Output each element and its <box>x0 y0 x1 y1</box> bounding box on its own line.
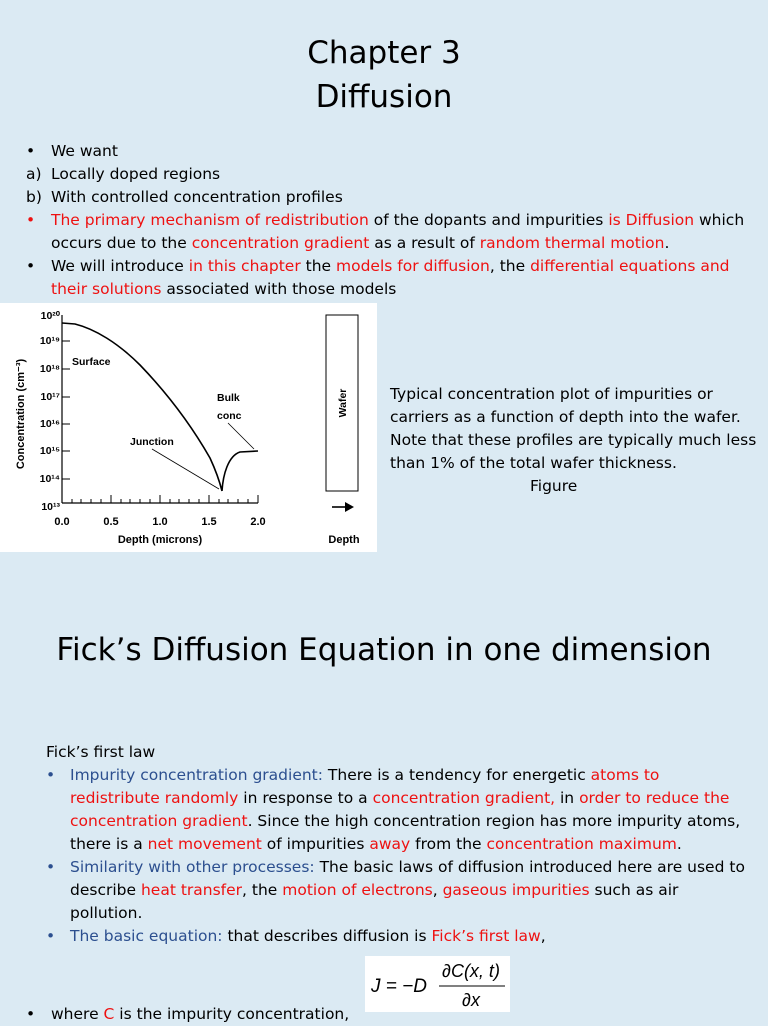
ficks-heading: Fick’s first law <box>46 743 156 761</box>
bulk-label-1: Bulk <box>217 392 240 404</box>
title-line-1: Chapter 3 <box>307 35 461 71</box>
ficks-law-section <box>46 741 746 948</box>
y-tick-label: 10¹⁸ <box>39 363 60 375</box>
bullet-dot: • <box>26 1005 36 1023</box>
depth-arrowhead <box>345 502 354 512</box>
bullet-similarity: • Similarity with other processes: The basic laws of diffusion introduced here are used to describe heat transfer, the motion of electrons, gaseous impurities such as air pollution. <box>46 858 745 922</box>
bullet-we-want: • We want <box>26 140 756 163</box>
bullet-mechanism: • The primary mechanism of redistribution of the dopants and impurities is Diffusion which occurs due to the concentration gradient as a result of random thermal motion. <box>26 211 745 252</box>
y-tick-label: 10²⁰ <box>40 310 60 322</box>
x-tick-labels <box>54 516 265 528</box>
title-line-2: Diffusion <box>315 79 453 115</box>
junction-label: Junction <box>130 436 174 448</box>
equation-lhs: J = −D <box>371 976 427 997</box>
y-tick-label: 10¹³ <box>41 501 60 513</box>
bullet-introduce: • We will introduce in this chapter the models for diffusion, the differential equations and their solutions associated with those models <box>26 257 730 298</box>
concentration-plot <box>0 303 377 552</box>
bullet-dot: • <box>46 766 56 784</box>
depth-label: Depth <box>328 534 360 546</box>
slide-title <box>0 31 768 119</box>
list-item-b: b) With controlled concentration profiles <box>26 188 343 206</box>
concentration-curve <box>62 323 258 491</box>
bullet-gradient: • Impurity concentration gradient: There is a tendency for energetic atoms to redistribute randomly in response to a concentration gradient, in order to reduce the concentration gradient. Since the high concentration region has more impurity atoms, there is a net movement of impurities away from the concentration maximum. <box>46 766 741 853</box>
bullet-dot: • <box>26 211 36 229</box>
intro-bullets <box>26 140 756 301</box>
y-tick-label: 10¹⁹ <box>39 335 60 347</box>
x-ticks <box>62 495 258 503</box>
y-axis-label: Concentration (cm⁻³) <box>15 358 27 470</box>
bullet-dot: • <box>46 858 56 876</box>
x-axis-label: Depth (microns) <box>117 534 203 546</box>
bullet-dot: • <box>26 257 36 275</box>
caption-text: Typical concentration plot of impurities or carriers as a function of depth into the wafer. Note that these profiles are typically much less than 1% of the total wafer thickness. <box>390 385 757 472</box>
equation-numerator: ∂C(x, t) <box>442 961 500 981</box>
figure-caption <box>390 383 760 498</box>
y-tick-labels <box>40 310 61 513</box>
x-tick-label: 1.5 <box>201 516 217 528</box>
bullet-dot: • <box>46 927 56 945</box>
list-item-a: a) Locally doped regions <box>26 165 221 183</box>
surface-label: Surface <box>72 356 111 368</box>
y-ticks <box>62 341 70 479</box>
figure-label: Figure <box>530 477 578 495</box>
x-tick-label: 0.5 <box>103 516 119 528</box>
y-tick-label: 10¹⁴ <box>39 473 60 485</box>
x-tick-label: 2.0 <box>250 516 266 528</box>
y-tick-label: 10¹⁶ <box>39 418 60 430</box>
bulk-label-2: conc <box>217 410 242 422</box>
bulk-leader <box>228 423 254 449</box>
bullet-where-c: • where C is the impurity concentration, <box>26 1003 768 1026</box>
y-tick-label: 10¹⁷ <box>40 391 60 403</box>
bullet-dot: • <box>26 142 36 160</box>
y-tick-label: 10¹⁵ <box>39 445 60 457</box>
equation-denominator: ∂x <box>462 990 480 1010</box>
concentration-figure <box>0 303 377 552</box>
x-tick-label: 0.0 <box>54 516 70 528</box>
section-title: Fick’s Diffusion Equation in one dimension <box>56 632 712 668</box>
wafer-label: Wafer <box>337 388 349 418</box>
bullet-basic-equation: • The basic equation: that describes diffusion is Fick’s first law, <box>46 925 746 948</box>
x-tick-label: 1.0 <box>152 516 168 528</box>
